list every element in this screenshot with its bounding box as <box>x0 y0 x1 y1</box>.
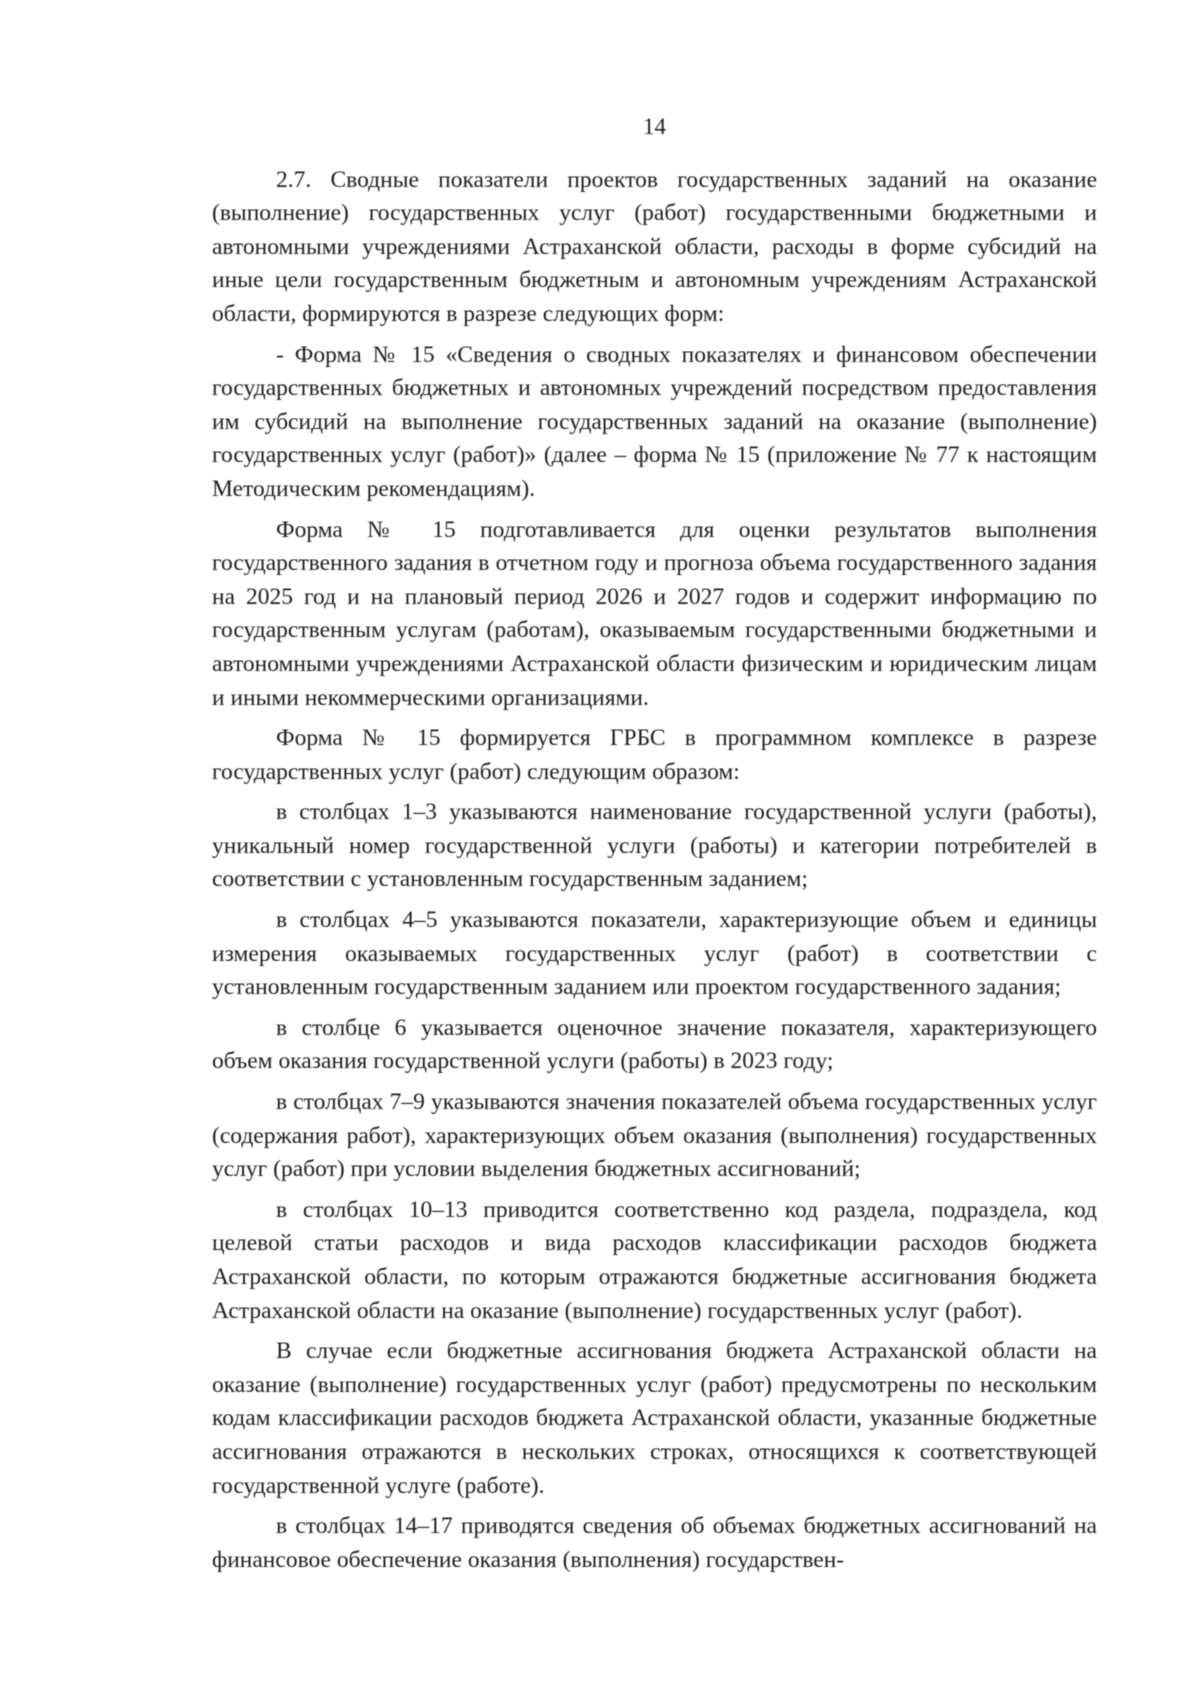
paragraph-columns-14-17: в столбцах 14–17 приводятся сведения об объемах бюджетных ассигнований на финансовое обеспечение оказания (выполнения) государствен- <box>212 1513 1097 1573</box>
paragraph-columns-1-3: в столбцах 1–3 указываются наименование государственной услуги (работы), уникальный номер государственной услуги (работы) и категории потребителей в соответствии с установленным государственным заданием; <box>212 799 1097 893</box>
paragraph-section-2-7: 2.7. Сводные показатели проектов государственных заданий на оказание (выполнение) государственных услуг (работ) государственными бюджетными и автономными учреждениями Астраханской области, расходы в форме субсидий на иные цели государственным бюджетным и автономным учреждениям Астраханской области, формируются в разрезе следующих форм: <box>212 166 1097 327</box>
paragraph-columns-7-9: в столбцах 7–9 указываются значения показателей объема государственных услуг (содержания работ), характеризующих объем оказания (выполнения) государственных услуг (работ) при условии выделения бюджетных ассигнований; <box>212 1089 1097 1183</box>
paragraph-multiple-codes: В случае если бюджетные ассигнования бюджета Астраханской области на оказание (выполнение) государственных услуг (работ) предусмотрены по нескольким кодам классификации расходов бюджета Астраханской области, указанные бюджетные ассигнования отражаются в нескольких строках, относящихся к соответствующей государственной услуге (работе). <box>212 1338 1097 1499</box>
page-number: 14 <box>643 114 666 139</box>
paragraph-columns-4-5: в столбцах 4–5 указываются показатели, характеризующие объем и единицы измерения оказываемых государственных услуг (работ) в соответствии с установленным государственным заданием или проектом государственного задания; <box>212 907 1097 1001</box>
paragraph-form-15-title: - Форма № 15 «Сведения о сводных показателях и финансовом обеспечении государственных бюджетных и автономных учреждений посредством предоставления им субсидий на выполнение государственных заданий на оказание (выполнение) государственных услуг (работ)» (далее – форма № 15 (приложение № 77 к настоящим Методическим рекомендациям). <box>212 341 1097 502</box>
document-page <box>212 110 1097 1584</box>
paragraph-form-15-formation: Форма № 15 формируется ГРБС в программном комплексе в разрезе государственных услуг (работ) следующим образом: <box>212 725 1097 785</box>
paragraph-column-6: в столбце 6 указывается оценочное значение показателя, характеризующего объем оказания государственной услуги (работы) в 2023 году; <box>212 1014 1097 1075</box>
paragraph-form-15-purpose: Форма № 15 подготавливается для оценки результатов выполнения государственного задания в отчетном году и прогноза объема государственного задания на 2025 год и на плановый период 2026 и 2027 годов и содержит информацию по государственным услугам (работам), оказываемым государственными бюджетными и автономными учреждениями Астраханской области физическим и юридическим лицам и иными некоммерческими организациями. <box>212 516 1097 711</box>
paragraph-columns-10-13: в столбцах 10–13 приводится соответственно код раздела, подраздела, код целевой статьи расходов и вида расходов классификации расходов бюджета Астраханской области, по которым отражаются бюджетные ассигнования бюджета Астраханской области на оказание (выполнение) государственных услуг (работ). <box>212 1196 1097 1324</box>
